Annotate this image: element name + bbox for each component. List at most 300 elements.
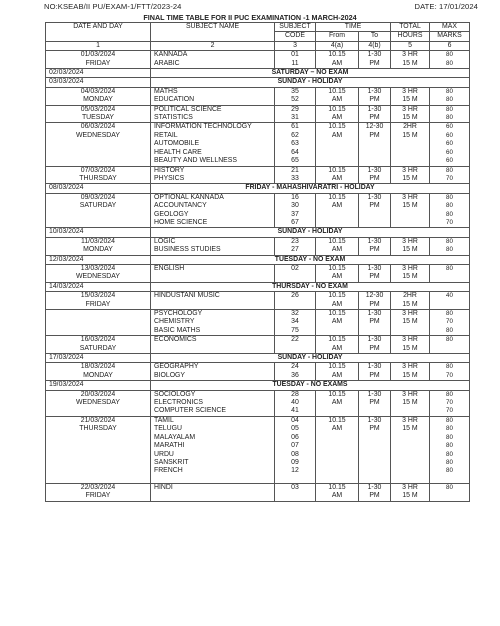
row-status-text: SUNDAY - HOLIDAY xyxy=(151,78,470,87)
row-time-to-line: 12-30 xyxy=(365,292,384,300)
exam-row xyxy=(46,416,470,483)
row-subject-name-line: ELECTRONICS xyxy=(154,399,204,407)
exam-row xyxy=(46,336,470,354)
row-date-day-line: MONDAY xyxy=(83,246,113,254)
row-subject-name-line: HISTORY xyxy=(154,166,185,174)
row-subject-code-line: 31 xyxy=(291,114,299,122)
row-date-day-line: MONDAY xyxy=(83,371,113,379)
row-subject-name-line: INFORMATION TECHNOLOGY xyxy=(154,123,252,131)
column-number: 6 xyxy=(430,41,470,50)
row-subject-code-line: 08 xyxy=(291,450,299,458)
row-max-marks-line: 80 xyxy=(446,458,453,466)
holiday-row xyxy=(46,184,470,193)
row-subject-name-line: PHYSICS xyxy=(154,174,185,182)
row-status-text: SATURDAY – NO EXAM xyxy=(151,69,470,78)
row-total-hours xyxy=(391,123,430,166)
row-max-marks-line: 80 xyxy=(446,237,453,245)
row-max-marks-line: 70 xyxy=(446,174,453,182)
row-subject-code xyxy=(275,237,316,255)
row-time-to-line: PM xyxy=(369,273,380,281)
row-date-day-line: THURSDAY xyxy=(79,174,117,182)
row-date: 17/03/2024 xyxy=(46,354,151,363)
row-max-marks-line: 80 xyxy=(446,425,453,433)
row-date-day xyxy=(46,363,151,381)
row-subject-code-line: 12 xyxy=(291,467,299,475)
row-time-to-line: PM xyxy=(369,174,380,182)
holiday-row xyxy=(46,282,470,291)
row-date-day-line: FRIDAY xyxy=(85,59,111,67)
row-time-to-line: PM xyxy=(369,425,380,433)
row-max-marks-line: 80 xyxy=(446,310,453,317)
row-time-from xyxy=(316,292,359,310)
row-subject-name-line: ARABIC xyxy=(154,59,180,67)
row-max-marks-line: 70 xyxy=(446,218,453,226)
row-subject-name-line: GEOGRAPHY xyxy=(154,363,199,371)
row-time-from-line: 10.15 xyxy=(328,336,346,344)
row-subject-name xyxy=(151,292,275,310)
row-total-hours-line: 15 M xyxy=(402,59,418,67)
row-status-text: TUESDAY - NO EXAM xyxy=(151,255,470,264)
row-subject-code xyxy=(275,105,316,123)
row-subject-name-line: HOME SCIENCE xyxy=(154,218,208,226)
row-max-marks xyxy=(430,310,470,336)
exam-row xyxy=(46,484,470,502)
row-subject-code xyxy=(275,336,316,354)
row-subject-code xyxy=(275,51,316,69)
row-time-to-line: 1-30 xyxy=(367,336,382,344)
row-max-marks-line: 80 xyxy=(446,484,453,492)
row-subject-code-line: 36 xyxy=(291,371,299,379)
row-time-from-line: 10.15 xyxy=(328,484,346,492)
row-date: 14/03/2024 xyxy=(46,282,151,291)
row-time-to-line: 1-30 xyxy=(367,87,382,95)
row-subject-name-line: CHEMISTRY xyxy=(154,318,195,326)
row-time-to xyxy=(359,310,391,336)
row-date: 08/03/2024 xyxy=(46,184,151,193)
row-total-hours-line: 15 M xyxy=(402,425,418,433)
row-time-from-line: 10.15 xyxy=(328,264,346,272)
row-max-marks-line: 60 xyxy=(446,140,453,148)
row-total-hours xyxy=(391,484,430,502)
row-subject-name-line: HEALTH CARE xyxy=(154,148,202,156)
exam-row xyxy=(46,237,470,255)
row-time-from xyxy=(316,105,359,123)
row-subject-code xyxy=(275,292,316,310)
row-max-marks-line: 80 xyxy=(446,450,453,458)
row-max-marks xyxy=(430,390,470,416)
row-subject-code xyxy=(275,166,316,184)
row-subject-name-line: COMPUTER SCIENCE xyxy=(154,407,226,415)
row-date: 10/03/2024 xyxy=(46,228,151,237)
row-subject-name-line: EDUCATION xyxy=(154,96,195,104)
row-max-marks-line: 80 xyxy=(446,210,453,218)
row-total-hours xyxy=(391,105,430,123)
row-max-marks-line: 80 xyxy=(446,246,453,254)
row-date-day-line: 16/03/2024 xyxy=(80,336,116,344)
row-time-from xyxy=(316,484,359,502)
row-subject-name xyxy=(151,310,275,336)
exam-row xyxy=(46,363,470,381)
row-total-hours-line: 15 M xyxy=(402,246,418,254)
row-time-from-line: AM xyxy=(331,425,343,433)
row-time-to-line: 1-30 xyxy=(367,193,382,201)
row-time-from xyxy=(316,123,359,166)
exam-row xyxy=(46,292,470,310)
row-time-to-line: 1-30 xyxy=(367,105,382,113)
column-header-hours: HOURS xyxy=(391,32,430,41)
row-date-day xyxy=(46,292,151,310)
row-total-hours-line: 15 M xyxy=(402,492,418,500)
exam-row xyxy=(46,310,470,336)
row-date-day-line: 05/03/2024 xyxy=(80,105,116,113)
row-time-from-line: 10.15 xyxy=(328,310,346,317)
row-max-marks xyxy=(430,123,470,166)
row-total-hours-line: 15 M xyxy=(402,318,418,326)
exam-row xyxy=(46,51,470,69)
row-date-day xyxy=(46,51,151,69)
row-date-day-line: WEDNESDAY xyxy=(76,399,120,407)
row-total-hours-line: 3 HR xyxy=(402,87,418,95)
row-subject-name-line: BASIC MATHS xyxy=(154,326,201,334)
row-subject-name xyxy=(151,484,275,502)
row-subject-code xyxy=(275,390,316,416)
row-time-to-line: PM xyxy=(369,318,380,326)
row-status-text: TUESDAY - NO EXAMS xyxy=(151,381,470,390)
row-time-from xyxy=(316,193,359,228)
row-time-to-line: PM xyxy=(369,96,380,104)
row-max-marks-line: 70 xyxy=(446,399,453,407)
row-max-marks-line: 80 xyxy=(446,51,453,59)
row-subject-code-line: 02 xyxy=(291,264,299,272)
row-total-hours-line: 15 M xyxy=(402,399,418,407)
row-date: 12/03/2024 xyxy=(46,255,151,264)
column-number: 4(a) xyxy=(316,41,359,50)
column-header-code-line2: CODE xyxy=(275,32,316,41)
row-subject-code-line: 62 xyxy=(291,131,299,139)
row-subject-code xyxy=(275,193,316,228)
holiday-row xyxy=(46,381,470,390)
column-number: 3 xyxy=(275,41,316,50)
row-subject-code-line: 65 xyxy=(291,157,299,165)
row-subject-code-line: 64 xyxy=(291,148,299,156)
row-subject-name xyxy=(151,237,275,255)
row-subject-code-line: 01 xyxy=(291,51,299,59)
row-time-to xyxy=(359,390,391,416)
row-subject-code xyxy=(275,123,316,166)
row-max-marks-line: 60 xyxy=(446,157,453,165)
row-max-marks-line: 70 xyxy=(446,407,453,415)
row-date-day-line: THURSDAY xyxy=(79,425,117,433)
row-subject-name-line: LOGIC xyxy=(154,237,176,245)
row-total-hours-line: 15 M xyxy=(402,96,418,104)
row-subject-name-line: MARATHI xyxy=(154,442,185,450)
holiday-row xyxy=(46,354,470,363)
row-subject-code-line: 09 xyxy=(291,458,299,466)
row-date-day-line: 15/03/2024 xyxy=(80,292,116,300)
row-subject-name-line: ECONOMICS xyxy=(154,336,197,344)
row-time-from-line: AM xyxy=(331,318,343,326)
row-subject-code-line: 24 xyxy=(291,363,299,371)
row-time-to xyxy=(359,292,391,310)
row-subject-name xyxy=(151,51,275,69)
row-total-hours-line: 3 HR xyxy=(402,166,418,174)
row-time-to-line: PM xyxy=(369,371,380,379)
row-time-from-line: AM xyxy=(331,131,343,139)
row-time-to-line: PM xyxy=(369,131,380,139)
row-max-marks xyxy=(430,51,470,69)
row-subject-code-line: 34 xyxy=(291,318,299,326)
row-subject-name-line: KANNADA xyxy=(154,51,188,59)
row-date-day-line: WEDNESDAY xyxy=(76,273,120,281)
row-subject-name xyxy=(151,87,275,105)
row-time-to-line: PM xyxy=(369,59,380,67)
row-subject-code-line: 32 xyxy=(291,310,299,317)
row-time-to-line: PM xyxy=(369,246,380,254)
row-total-hours-line: 2HR xyxy=(403,123,417,131)
column-header-time-from: From xyxy=(316,32,359,41)
row-date-day xyxy=(46,264,151,282)
row-time-to xyxy=(359,484,391,502)
row-time-to xyxy=(359,105,391,123)
row-time-to-line: PM xyxy=(369,114,380,122)
row-time-to-line: PM xyxy=(369,344,380,352)
row-max-marks-line: 80 xyxy=(446,390,453,398)
row-subject-name-line: BEAUTY AND WELLNESS xyxy=(154,157,237,165)
row-status-text: SUNDAY - HOLIDAY xyxy=(151,228,470,237)
row-total-hours-line: 3 HR xyxy=(402,310,418,317)
row-subject-code xyxy=(275,264,316,282)
row-time-from-line: 10.15 xyxy=(328,51,346,59)
row-date-day xyxy=(46,336,151,354)
row-subject-name-line: HINDI xyxy=(154,484,173,492)
row-subject-name xyxy=(151,105,275,123)
row-subject-code xyxy=(275,310,316,336)
row-time-from-line: AM xyxy=(331,371,343,379)
exam-row xyxy=(46,390,470,416)
row-time-from-line: AM xyxy=(331,59,343,67)
column-number: 4(b) xyxy=(359,41,391,50)
row-total-hours-line: 15 M xyxy=(402,202,418,210)
exam-row xyxy=(46,87,470,105)
row-subject-code-line: 75 xyxy=(291,326,299,334)
row-status-text: SUNDAY - HOLIDAY xyxy=(151,354,470,363)
row-time-from xyxy=(316,264,359,282)
row-max-marks-line: 80 xyxy=(446,336,453,344)
row-time-from xyxy=(316,87,359,105)
row-time-from-line: 10.15 xyxy=(328,237,346,245)
row-total-hours-line: 3 HR xyxy=(402,105,418,113)
column-header-total: TOTAL xyxy=(391,23,430,32)
row-time-to-line: 1-30 xyxy=(367,416,382,424)
row-subject-code-line: 28 xyxy=(291,390,299,398)
document-date: DATE: 17/01/2024 xyxy=(414,2,478,11)
row-status-text: FRIDAY - MAHASHIVARATRI - HOLIDAY xyxy=(151,184,470,193)
row-date-day-line: 22/03/2024 xyxy=(80,484,116,492)
row-date: 02/03/2024 xyxy=(46,69,151,78)
row-total-hours xyxy=(391,87,430,105)
row-total-hours-line: 3 HR xyxy=(402,363,418,371)
row-max-marks-line: 80 xyxy=(446,202,453,210)
row-time-to-line: 1-30 xyxy=(367,51,382,59)
row-subject-code-line: 03 xyxy=(291,484,299,492)
row-max-marks xyxy=(430,484,470,502)
row-max-marks xyxy=(430,336,470,354)
row-subject-code-line: 67 xyxy=(291,218,299,226)
row-time-to-line: 1-30 xyxy=(367,237,382,245)
row-max-marks xyxy=(430,363,470,381)
row-subject-code-line: 26 xyxy=(291,292,299,300)
column-header-date-day: DATE AND DAY xyxy=(46,23,151,42)
row-subject-name-line: FRENCH xyxy=(154,467,183,475)
row-time-from-line: AM xyxy=(331,202,343,210)
row-total-hours-line: 15 M xyxy=(402,174,418,182)
row-date-day-line: 09/03/2024 xyxy=(80,193,116,201)
row-max-marks-line: 60 xyxy=(446,148,453,156)
row-time-from xyxy=(316,416,359,483)
row-time-to-line: 1-30 xyxy=(367,484,382,492)
row-max-marks-line: 80 xyxy=(446,166,453,174)
row-max-marks-line: 80 xyxy=(446,193,453,201)
row-max-marks-line: 80 xyxy=(446,59,453,67)
row-subject-name-line: OPTIONAL KANNADA xyxy=(154,193,224,201)
row-subject-name xyxy=(151,336,275,354)
row-max-marks xyxy=(430,166,470,184)
row-date-day-line: FRIDAY xyxy=(85,492,111,500)
row-total-hours-line: 3 HR xyxy=(402,336,418,344)
row-time-from xyxy=(316,336,359,354)
row-time-to xyxy=(359,336,391,354)
row-max-marks xyxy=(430,264,470,282)
row-subject-name xyxy=(151,416,275,483)
row-subject-name xyxy=(151,123,275,166)
row-total-hours-line: 3 HR xyxy=(402,51,418,59)
row-time-from-line: AM xyxy=(331,344,343,352)
row-date-day xyxy=(46,166,151,184)
row-max-marks xyxy=(430,193,470,228)
row-date-day xyxy=(46,484,151,502)
row-time-to xyxy=(359,87,391,105)
row-total-hours xyxy=(391,416,430,483)
row-time-from-line: AM xyxy=(331,114,343,122)
row-max-marks-line: 80 xyxy=(446,96,453,104)
row-max-marks-line: 80 xyxy=(446,416,453,424)
column-number: 5 xyxy=(391,41,430,50)
row-time-from xyxy=(316,51,359,69)
row-subject-code xyxy=(275,484,316,502)
row-total-hours-line: 3 HR xyxy=(402,193,418,201)
row-time-to-line: 1-30 xyxy=(367,166,382,174)
row-date: 03/03/2024 xyxy=(46,78,151,87)
row-subject-code-line: 61 xyxy=(291,123,299,131)
row-time-to-line: 1-30 xyxy=(367,390,382,398)
row-subject-name-line: STATISTICS xyxy=(154,114,193,122)
row-subject-code-line: 11 xyxy=(291,59,299,67)
exam-row xyxy=(46,166,470,184)
column-number-row xyxy=(46,41,470,50)
row-total-hours xyxy=(391,390,430,416)
row-subject-name-line: GEOLOGY xyxy=(154,210,189,218)
holiday-row xyxy=(46,69,470,78)
row-subject-code-line: 29 xyxy=(291,105,299,113)
row-max-marks xyxy=(430,237,470,255)
row-time-to-line: 1-30 xyxy=(367,264,382,272)
row-subject-name-line: RETAIL xyxy=(154,131,178,139)
row-date-day xyxy=(46,105,151,123)
row-subject-name-line: BIOLOGY xyxy=(154,371,186,379)
row-time-from-line: AM xyxy=(331,399,343,407)
row-max-marks-line: 80 xyxy=(446,467,453,475)
row-subject-code xyxy=(275,416,316,483)
row-subject-code-line: 06 xyxy=(291,433,299,441)
exam-row xyxy=(46,123,470,166)
row-total-hours xyxy=(391,166,430,184)
row-total-hours-line: 3 HR xyxy=(402,237,418,245)
row-time-from-line: AM xyxy=(331,300,343,308)
row-max-marks-line: 80 xyxy=(446,363,453,371)
row-subject-code-line: 21 xyxy=(291,166,299,174)
row-subject-code-line: 07 xyxy=(291,442,299,450)
row-time-to xyxy=(359,193,391,228)
row-date-day-line: 06/03/2024 xyxy=(80,123,116,131)
row-total-hours-line: 15 M xyxy=(402,114,418,122)
row-time-to-line: PM xyxy=(369,300,380,308)
document-reference-number: NO:KSEAB/II PU/EXAM-1/FTT/2023-24 xyxy=(44,2,182,11)
row-date-day-line: SATURDAY xyxy=(79,344,117,352)
row-max-marks-line: 80 xyxy=(446,433,453,441)
row-subject-name-line: SOCIOLOGY xyxy=(154,390,196,398)
row-time-to-line: 1-30 xyxy=(367,310,382,317)
row-total-hours-line: 15 M xyxy=(402,273,418,281)
row-time-from xyxy=(316,310,359,336)
row-max-marks-line: 40 xyxy=(446,292,453,300)
row-total-hours xyxy=(391,292,430,310)
row-subject-code-line: 52 xyxy=(291,96,299,104)
row-date-day-line: MONDAY xyxy=(83,96,113,104)
row-date-day-line: 20/03/2024 xyxy=(80,390,116,398)
row-date-day-line: 04/03/2024 xyxy=(80,87,116,95)
row-time-to-line: PM xyxy=(369,399,380,407)
holiday-row xyxy=(46,228,470,237)
row-date-day xyxy=(46,193,151,228)
row-subject-name-line: POLITICAL SCIENCE xyxy=(154,105,222,113)
row-subject-name-line: HINDUSTANI MUSIC xyxy=(154,292,220,300)
row-total-hours xyxy=(391,237,430,255)
row-subject-name xyxy=(151,193,275,228)
holiday-row xyxy=(46,78,470,87)
row-subject-name-line: ENGLISH xyxy=(154,264,185,272)
row-subject-code-line: 35 xyxy=(291,87,299,95)
row-subject-name-line: BUSINESS STUDIES xyxy=(154,246,221,254)
row-date-day-line: TUESDAY xyxy=(81,114,115,122)
row-time-to-line: PM xyxy=(369,202,380,210)
row-date-day-line: SATURDAY xyxy=(79,202,117,210)
row-subject-code-line: 22 xyxy=(291,336,299,344)
column-header-subject-code: SUBJECT xyxy=(275,23,316,32)
row-subject-name xyxy=(151,264,275,282)
row-subject-code-line: 37 xyxy=(291,210,299,218)
row-time-to xyxy=(359,416,391,483)
row-time-from-line: 10.15 xyxy=(328,87,346,95)
row-time-to xyxy=(359,363,391,381)
row-time-from-line: 10.15 xyxy=(328,292,346,300)
row-subject-code-line: 40 xyxy=(291,399,299,407)
row-max-marks xyxy=(430,416,470,483)
row-total-hours-line: 3 HR xyxy=(402,484,418,492)
row-time-from-line: 10.15 xyxy=(328,105,346,113)
row-time-from-line: 10.15 xyxy=(328,123,346,131)
row-total-hours xyxy=(391,51,430,69)
row-time-from-line: AM xyxy=(331,273,343,281)
